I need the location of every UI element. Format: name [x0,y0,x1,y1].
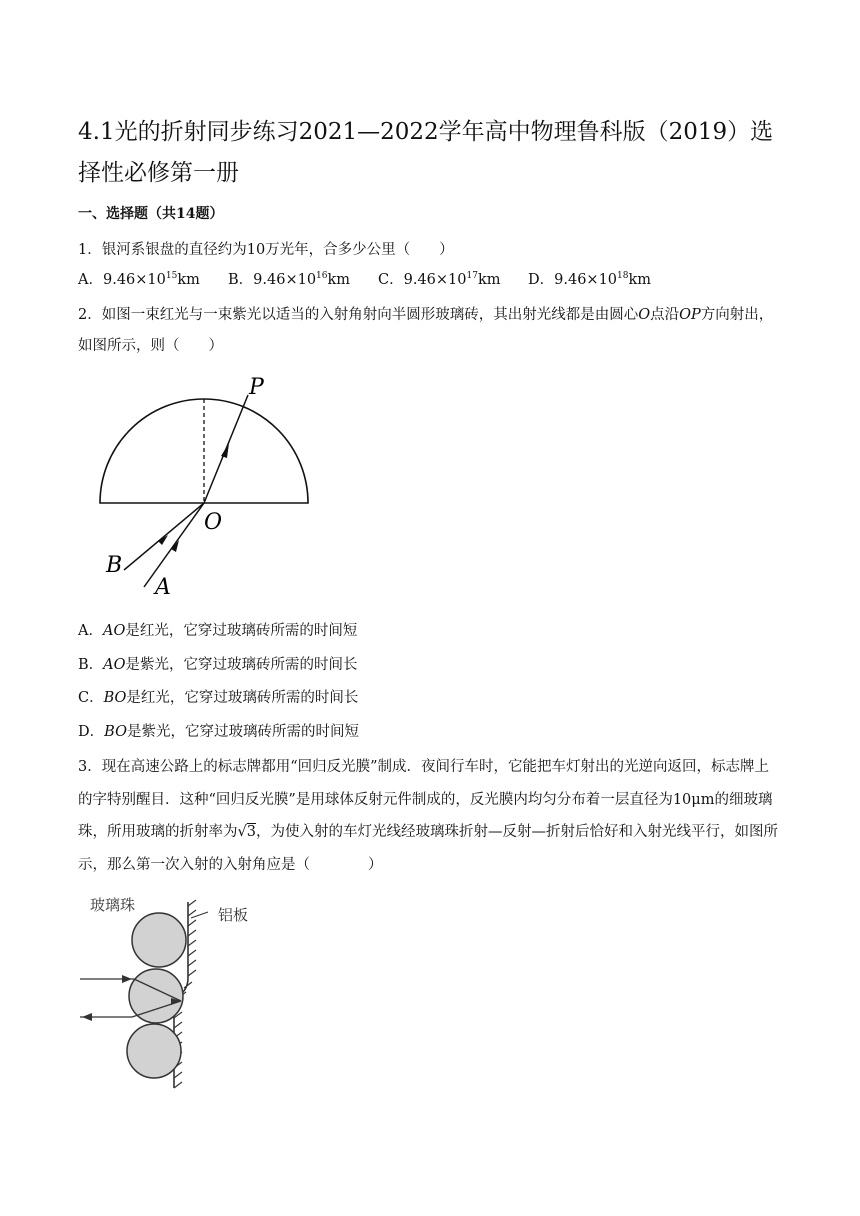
label-plate: 铝板 [218,906,249,924]
q1-option-a[interactable]: A．$9.46\times 10^{15}km$ [78,271,200,288]
question-2-stem: 2．如图一束红光与一束紫光以适当的入射角射向半圆形玻璃砖，其出射光线都是由圆心O点沿OP方向射出，如图所示，则（ ） [78,307,774,354]
page-title: 4.1光的折射同步练习2021—2022学年高中物理鲁科版（2019）选择性必修第一册 [78,119,774,186]
semicircle-glass-figure [98,372,323,597]
label-bead: 玻璃珠 [90,896,136,914]
q1-option-b[interactable]: B．$9.46\times 10^{16}km$ [228,271,351,288]
q1-option-c[interactable]: C．$9.46\times 10^{17}km$ [378,271,501,288]
sqrt-symbol: √3 [237,824,256,840]
q2-option-a[interactable]: A．AO是红光，它穿过玻璃砖所需的时间短 [78,623,358,639]
q2-option-c[interactable]: C．BO是红光，它穿过玻璃砖所需的时间长 [78,690,359,706]
label-p: P [249,375,264,400]
q1-option-d[interactable]: D．$9.46\times 10^{18}km$ [528,271,652,288]
question-1-options [78,268,651,289]
question-1-stem: 1．银河系银盘的直径约为10万光年，合多少公里（ ） [78,242,454,258]
label-o: O [204,510,223,535]
section-heading: 一、选择题（共14题） [78,206,224,222]
label-b: B [106,553,123,578]
q2-option-b[interactable]: B．AO是紫光，它穿过玻璃砖所需的时间长 [78,657,358,673]
q2-option-d[interactable]: D．BO是紫光，它穿过玻璃砖所需的时间短 [78,724,359,740]
glass-bead-figure [78,888,278,1098]
question-3-stem: 3．现在高速公路上的标志牌都用“回归反光膜”制成．夜间行车时，它能把车灯射出的光逆向返回，标志牌上的字特别醒目．这种“回归反光膜”是用球体反射元件制成的，反光膜内均匀分布着一层直径为10μm的细玻璃珠，所用玻璃的折射率为√3，为使入射的车灯光线经玻璃珠折射—反射—折射后恰好和入射光线平行，如图所示，那么第一次入射的入射角应是（ ） [78,759,778,873]
label-a: A [155,575,171,597]
